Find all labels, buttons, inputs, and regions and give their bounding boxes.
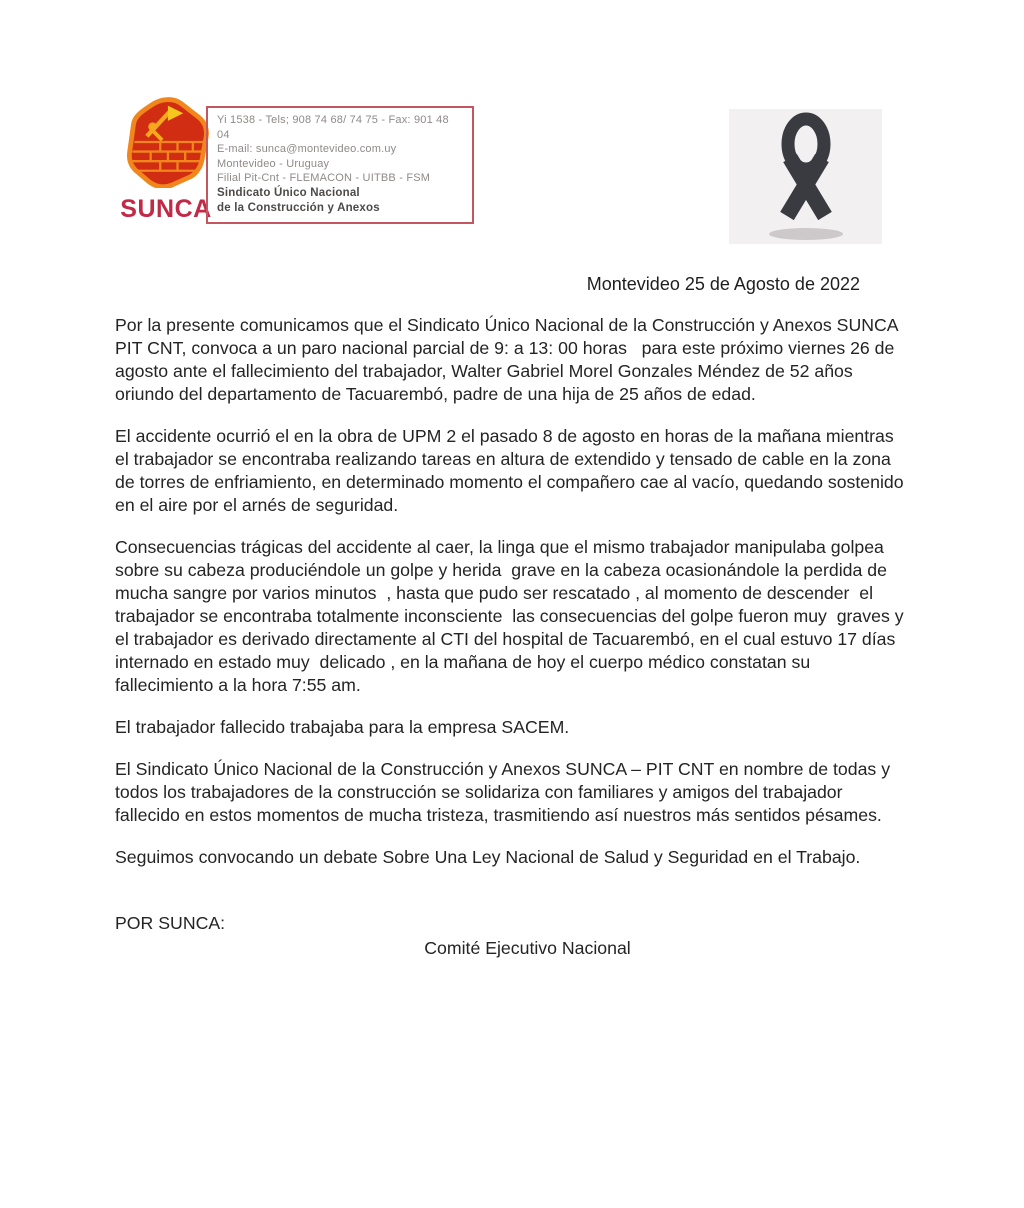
paragraph-debate: Seguimos convocando un debate Sobre Una Ley Nacional de Salud y Seguridad en el Trabajo. — [115, 847, 861, 867]
letter-body — [115, 314, 909, 960]
org-name-line2: de la Construcción y Anexos — [217, 201, 380, 214]
org-name-line1: Sindicato Único Nacional — [217, 186, 360, 199]
paragraph-solidaridad: El Sindicato Único Nacional de la Construcción y Anexos SUNCA – PIT CNT en nombre de todas y todos los trabajadores de la construcción se solidariza con familiares y amigos del trabajador fallecido en estos momentos de mucha tristeza, trasmitiendo así nuestros más sentidos pésames. — [115, 759, 895, 825]
paragraph-accidente: El accidente ocurrió el en la obra de UPM 2 el pasado 8 de agosto en horas de la mañana mientras el trabajador se encontraba realizando tareas en altura de extendido y tensado de cable en la zona de torres de enfriamiento, en determinado momento el compañero cae al vacío, quedando sostenido en el aire por el arnés de seguridad. — [115, 426, 909, 515]
sunca-logo-text: SUNCA — [120, 195, 212, 223]
contact-line-address: Yi 1538 - Tels; 908 74 68/ 74 75 - Fax: 901 48 04 — [217, 114, 449, 141]
signature-block — [115, 912, 906, 960]
mourning-ribbon-image — [729, 109, 882, 244]
signed-by: POR SUNCA: — [115, 913, 226, 933]
contact-box — [206, 106, 474, 224]
contact-line-city: Montevideo - Uruguay — [217, 157, 330, 170]
date-line: Montevideo 25 de Agosto de 2022 — [586, 274, 860, 294]
paragraph-convocatoria: Por la presente comunicamos que el Sindicato Único Nacional de la Construcción y Anexos SUNCA PIT CNT, convoca a un paro nacional parcial de 9: a 13: 00 horas para este próximo viernes 26 de agosto ante el fallecimiento del trabajador, Walter Gabriel Morel Gonzales Méndez de 52 años oriundo del departamento de Tacuarembó, padre de una hija de 25 años de edad. — [115, 315, 903, 404]
sunca-logo-icon — [118, 96, 214, 188]
paragraph-consecuencias: Consecuencias trágicas del accidente al caer, la linga que el mismo trabajador manipulaba golpea sobre su cabeza produciéndole un golpe y herida grave en la cabeza ocasionándole la perdida de mucha sangre por varios minutos , hasta que pudo ser rescatado , al momento de descender el trabajador se encontraba totalmente inconsciente las consecuencias del golpe fueron muy graves y el trabajador es derivado directamente al CTI del hospital de Tacuarembó, en el cual estuvo 17 días internado en estado muy delicado , en la mañana de hoy el cuerpo médico constatan su fallecimiento a la hora 7:55 am. — [115, 537, 909, 695]
black-ribbon-icon — [750, 112, 862, 242]
committee-name: Comité Ejecutivo Nacional — [424, 938, 631, 958]
contact-line-email: E-mail: sunca@montevideo.com.uy — [217, 143, 397, 155]
contact-line-affiliations: Filial Pit-Cnt - FLEMACON - UITBB - FSM — [217, 172, 431, 184]
sunca-logo — [114, 96, 218, 224]
paragraph-empresa: El trabajador fallecido trabajaba para la empresa SACEM. — [115, 717, 570, 737]
